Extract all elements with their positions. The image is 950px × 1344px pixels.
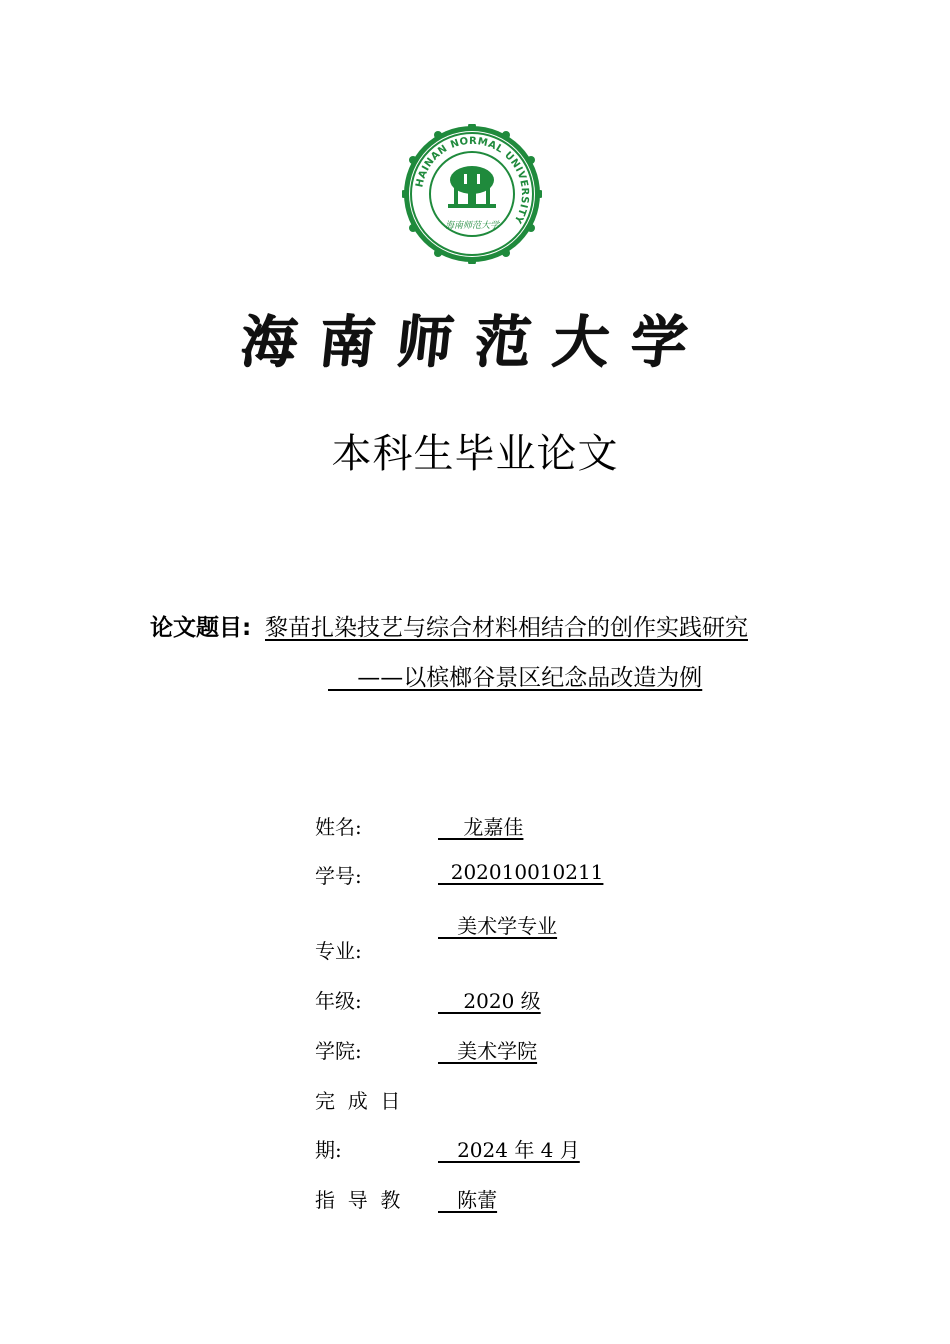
completion-date-label-line-1: 完 成 日 [315,1089,401,1113]
advisor-label: 指 导 教 [315,1188,401,1212]
thesis-title-line-1: 黎苗扎染技艺与综合材料相结合的创作实践研究 [265,615,748,641]
thesis-title-label: 论文题目: [150,615,252,641]
thesis-title-line-2: ——以槟榔谷景区纪念品改造为例 [328,665,703,691]
grade-label: 年级: [315,989,362,1013]
name-label: 姓名: [315,815,362,839]
completion-date-label-line-2: 期: [315,1138,342,1162]
svg-text:海南师范大学: 海南师范大学 [444,221,500,231]
grade-value: 2020 级 [438,989,541,1013]
name-value: 龙嘉佳 [438,815,524,839]
major-value: 美术学专业 [438,914,558,938]
student-id-label: 学号: [315,864,362,888]
college-value: 美术学院 [438,1039,538,1063]
college-label: 学院: [315,1039,362,1063]
svg-text:HAINAN NORMAL UNIVERSITY: HAINAN NORMAL UNIVERSITY [414,135,531,226]
completion-date-value: 2024 年 4 月 [438,1138,580,1162]
major-label: 专业: [315,939,362,963]
page-title: 本科生毕业论文 [331,431,619,477]
university-seal-logo [402,124,542,264]
advisor-value: 陈蕾 [438,1188,498,1212]
university-name-calligraphy: 海南师范大学 [237,309,713,375]
student-id-value: 202010010211 [438,860,604,884]
